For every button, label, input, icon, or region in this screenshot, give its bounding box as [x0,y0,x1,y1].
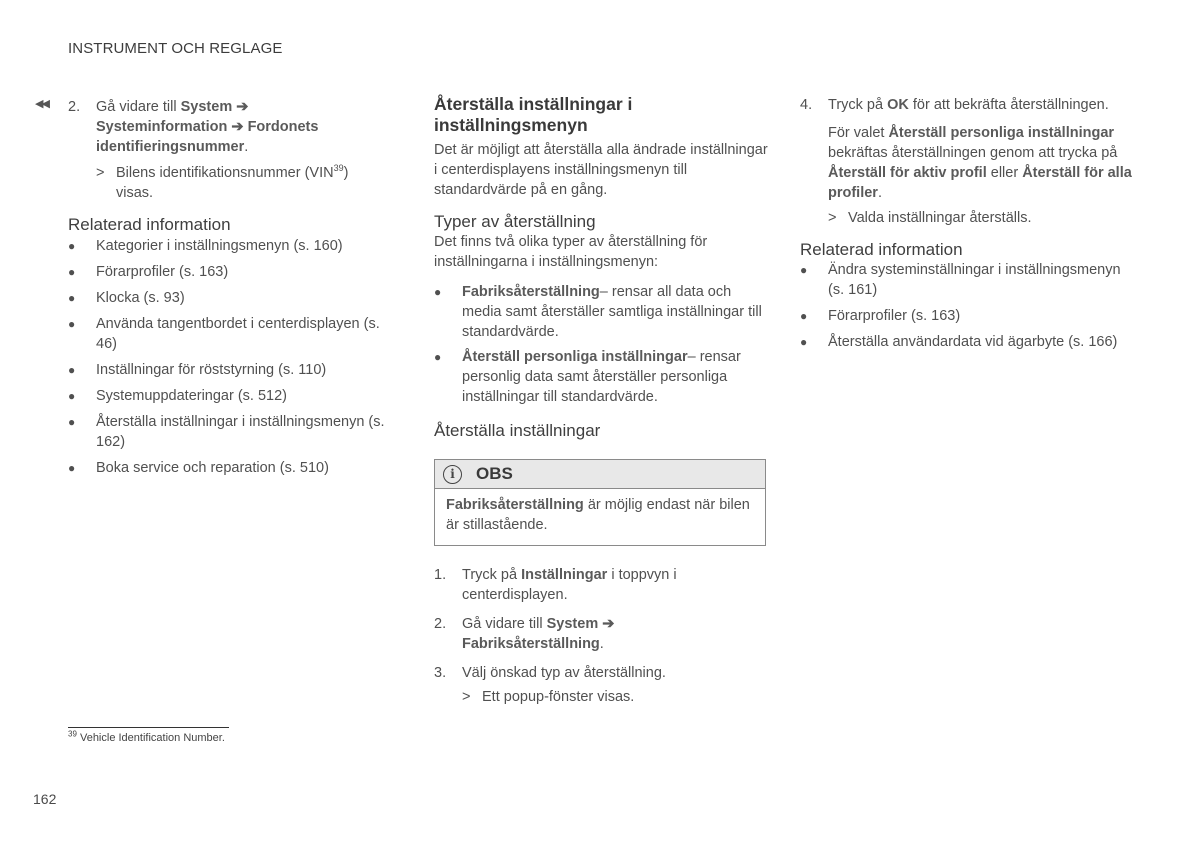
para-or: eller [986,165,1023,181]
step-text: Välj önskad typ av återställning. [462,665,666,681]
page-header: INSTRUMENT OCH REGLAGE [68,40,283,57]
arrow-icon: ➔ [231,119,244,135]
related-list [800,260,1140,352]
related-item[interactable] [68,288,388,308]
step-text [828,95,1109,115]
related-heading: Relaterad information [68,215,231,234]
step-result [434,687,769,707]
info-icon: i [443,465,462,484]
obs-title: OBS [476,464,513,483]
related-link[interactable]: Återställa inställningar i inställningsmenyn (s. 162) [96,414,385,450]
column-3 [800,95,1140,358]
arrow-icon: ➔ [602,616,615,632]
types-heading: Typer av återställning [434,212,596,231]
type-item [434,347,769,407]
type-name: Fabriksåterställning [462,284,600,300]
step-number: 4. [800,97,813,113]
menu-system: System [180,99,233,115]
related-link[interactable]: Kategorier i inställningsmenyn (s. 160) [96,238,343,254]
step-3 [434,663,769,683]
menu-aterstall-alla-profiler: Återställ för alla profiler [828,165,1132,201]
arrow-icon: ➔ [236,99,249,115]
bullet: ● [434,285,442,299]
related-item[interactable] [68,412,388,452]
menu-aterstall-aktiv-profil: Återställ för aktiv profil [828,165,987,181]
menu-systeminformation: Systeminformation [96,119,228,135]
related-item[interactable] [68,314,388,354]
step-text-pre: Gå vidare till [96,99,181,115]
menu-fabriksaterstallning: Fabriksåterställning [462,636,600,652]
result-text-a: Bilens identifikationsnummer (VIN [116,165,334,181]
related-item[interactable] [68,386,388,406]
result-text [116,163,388,203]
related-link[interactable]: Ändra systeminställningar i inställningsmenyn (s. 161) [828,262,1121,298]
related-list [68,236,388,478]
menu-vin: Fordonets identifieringsnummer [96,119,319,155]
bullet: ● [68,239,76,253]
obs-header [435,460,765,489]
step-number: 2. [434,616,447,632]
bullet: ● [68,265,76,279]
step-1 [434,565,769,605]
step-number: 1. [434,567,447,583]
step-number: 2. [68,99,81,115]
column-2 [434,94,769,719]
step-text [96,97,388,157]
bullet: ● [800,335,808,349]
intro-text: Det är möjligt att återställa alla ändrade inställningar i centerdisplayens inställningsmenyn till standardvärde på en gång. [434,142,768,198]
type-text [462,347,769,407]
types-intro: Det finns två olika typer av återställning för inställningarna i inställningsmenyn: [434,234,708,270]
type-desc: – rensar all data och media samt återställer samtliga inställningar till standardvärde. [462,284,762,340]
para-pre: För valet [828,125,889,141]
related-link[interactable]: Klocka (s. 93) [96,290,185,306]
related-item[interactable] [68,262,388,282]
step-text-pre: Gå vidare till [462,616,547,632]
obs-bold: Fabriksåterställning [446,497,584,513]
obs-text: är möjlig endast när bilen är stillastående. [446,497,750,533]
step-4 [800,95,1140,115]
obs-body [435,489,765,545]
types-list [434,282,769,407]
result-text: Valda inställningar återställs. [848,210,1032,226]
related-link[interactable]: Boka service och reparation (s. 510) [96,460,329,476]
bullet: ● [68,389,76,403]
back-nav-icon[interactable]: ◀◀ [35,98,48,110]
related-item[interactable] [68,458,388,478]
bullet: ● [68,415,76,429]
bullet: ● [434,350,442,364]
bullet: ● [800,263,808,277]
related-link[interactable]: Inställningar för röststyrning (s. 110) [96,362,327,378]
menu-aterstall-personliga: Återställ personliga inställningar [888,125,1115,141]
menu-system: System [546,616,599,632]
type-text [462,282,769,342]
footnote-text: Vehicle Identification Number. [79,732,225,744]
related-item[interactable] [800,260,1140,300]
related-heading: Relaterad information [800,240,963,259]
step-2 [434,614,769,654]
step-number: 3. [434,665,447,681]
menu-installningar: Inställningar [521,567,608,583]
related-item[interactable] [68,360,388,380]
confirm-paragraph [800,123,1140,203]
result-text: Ett popup-fönster visas. [482,689,635,705]
step-text-pre: Tryck på [828,97,888,113]
bullet: ● [68,317,76,331]
para-mid: bekräftas återställningen genom att trycka på [828,145,1118,161]
related-link[interactable]: Återställa användardata vid ägarbyte (s. 166) [828,334,1118,350]
step-text-post: . [599,636,604,652]
step-text-post: för att bekräfta återställningen. [908,97,1109,113]
step-result [800,208,1140,228]
related-link[interactable]: Använda tangentbordet i centerdisplayen (s. 46) [96,316,380,352]
related-link[interactable]: Förarprofiler (s. 163) [96,264,229,280]
bullet: ● [800,309,808,323]
bullet: ● [68,461,76,475]
step-result [68,163,388,203]
type-item [434,282,769,342]
column-1 [68,97,388,484]
bullet: ● [68,363,76,377]
result-marker: > [828,210,837,226]
result-text-b: ) visas. [116,165,349,201]
footnote [68,729,225,744]
related-link[interactable]: Förarprofiler (s. 163) [828,308,961,324]
section-title: Återställa inställningar i inställningsmenyn [434,94,633,135]
footnote-number: 39 [68,729,77,739]
bullet: ● [68,291,76,305]
result-marker: > [96,165,105,181]
step-text-post: . [244,139,249,155]
step-2-vin [68,97,388,157]
footnote-ref[interactable]: 39 [333,163,344,174]
related-link[interactable]: Systemuppdateringar (s. 512) [96,388,288,404]
step-text [462,614,614,654]
obs-note [434,459,766,546]
related-item[interactable] [68,236,388,256]
step-text-post: i toppvyn i centerdisplayen. [462,567,677,603]
para-post: . [877,185,882,201]
page-number: 162 [33,791,57,807]
type-desc: – rensar personlig data samt återställer personliga inställningar till standardvärde. [462,349,741,405]
related-item[interactable] [800,332,1140,352]
type-name: Återställ personliga inställningar [462,349,688,365]
menu-ok: OK [887,97,909,113]
step-text [462,565,769,605]
reset-heading: Återställa inställningar [434,421,601,440]
related-item[interactable] [800,306,1140,326]
footnote-divider [68,727,229,728]
step-text-pre: Tryck på [462,567,522,583]
result-marker: > [462,689,471,705]
